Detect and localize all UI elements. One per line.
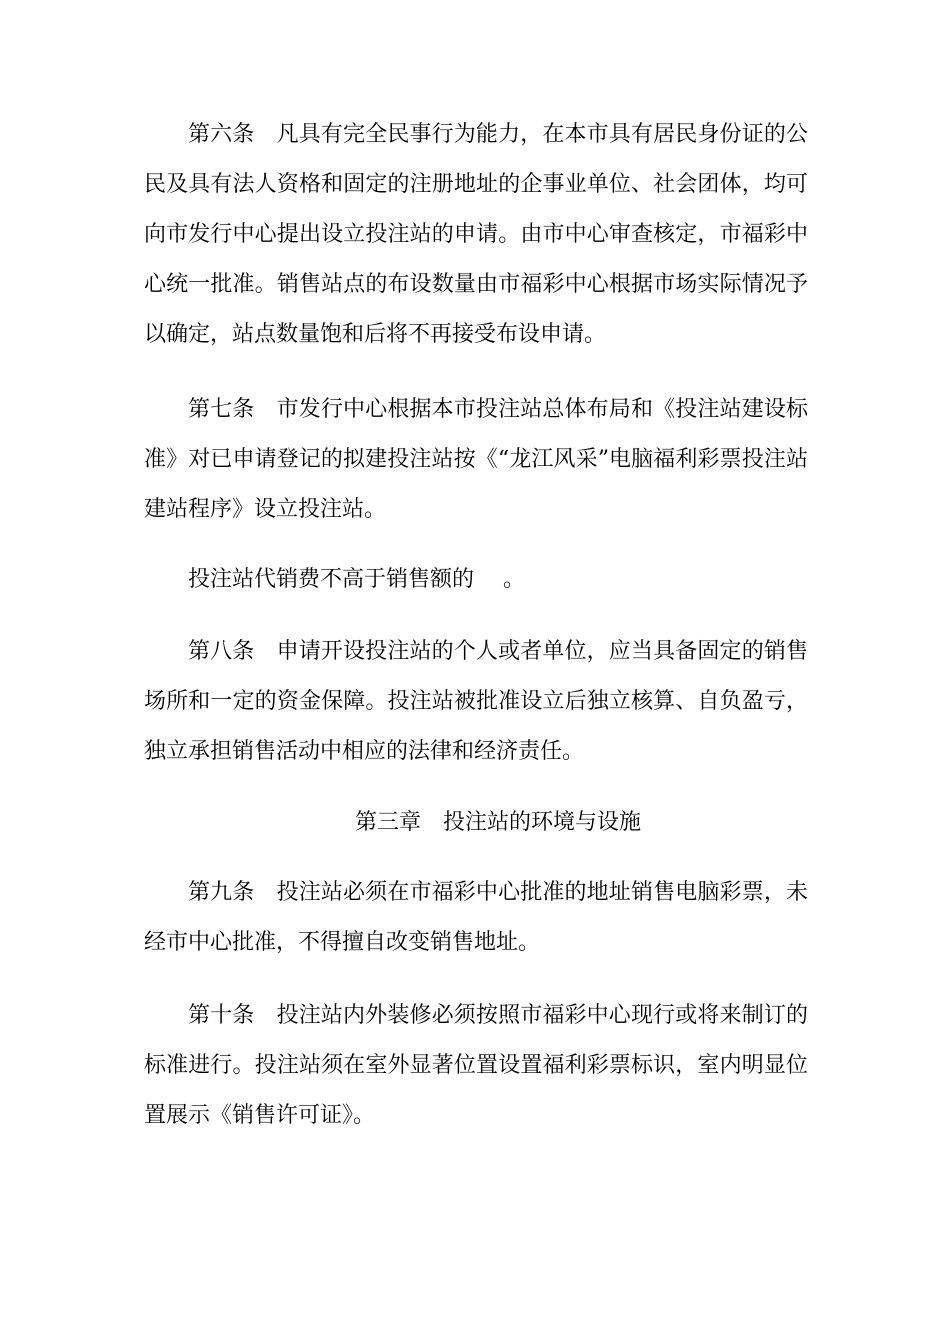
fee-note-paragraph: 投注站代销费不高于销售额的 。 [188, 567, 525, 592]
article-9-paragraph: 第九条 投注站必须在市福彩中心批准的地址销售电脑彩票，未经市中心批准，不得擅自改变销售地址。 [144, 880, 808, 955]
article-6-paragraph: 第六条 凡具有完全民事行为能力，在本市具有居民身份证的公民及具有法人资格和固定的注册地址的企事业单位、社会团体，均可向市发行中心提出设立投注站的申请。由市中心审查核定，市福彩中心统一批准。销售站点的布设数量由市福彩中心根据市场实际情况予以确定，站点数量饱和后将不再接受布设申请。 [144, 122, 808, 347]
article-10-paragraph: 第十条 投注站内外装修必须按照市福彩中心现行或将来制订的标准进行。投注站须在室外显著位置设置福利彩票标识，室内明显位置展示《销售许可证》。 [144, 1003, 808, 1128]
article-8-paragraph: 第八条 申请开设投注站的个人或者单位，应当具备固定的销售场所和一定的资金保障。投注站被批准设立后独立核算、自负盈亏，独立承担销售活动中相应的法律和经济责任。 [144, 639, 808, 764]
article-7-paragraph: 第七条 市发行中心根据本市投注站总体布局和《投注站建设标准》对已申请登记的拟建投注站按《“龙江风采”电脑福利彩票投注站建站程序》设立投注站。 [144, 397, 808, 522]
chapter-3-heading: 第三章 投注站的环境与设施 [354, 810, 641, 835]
